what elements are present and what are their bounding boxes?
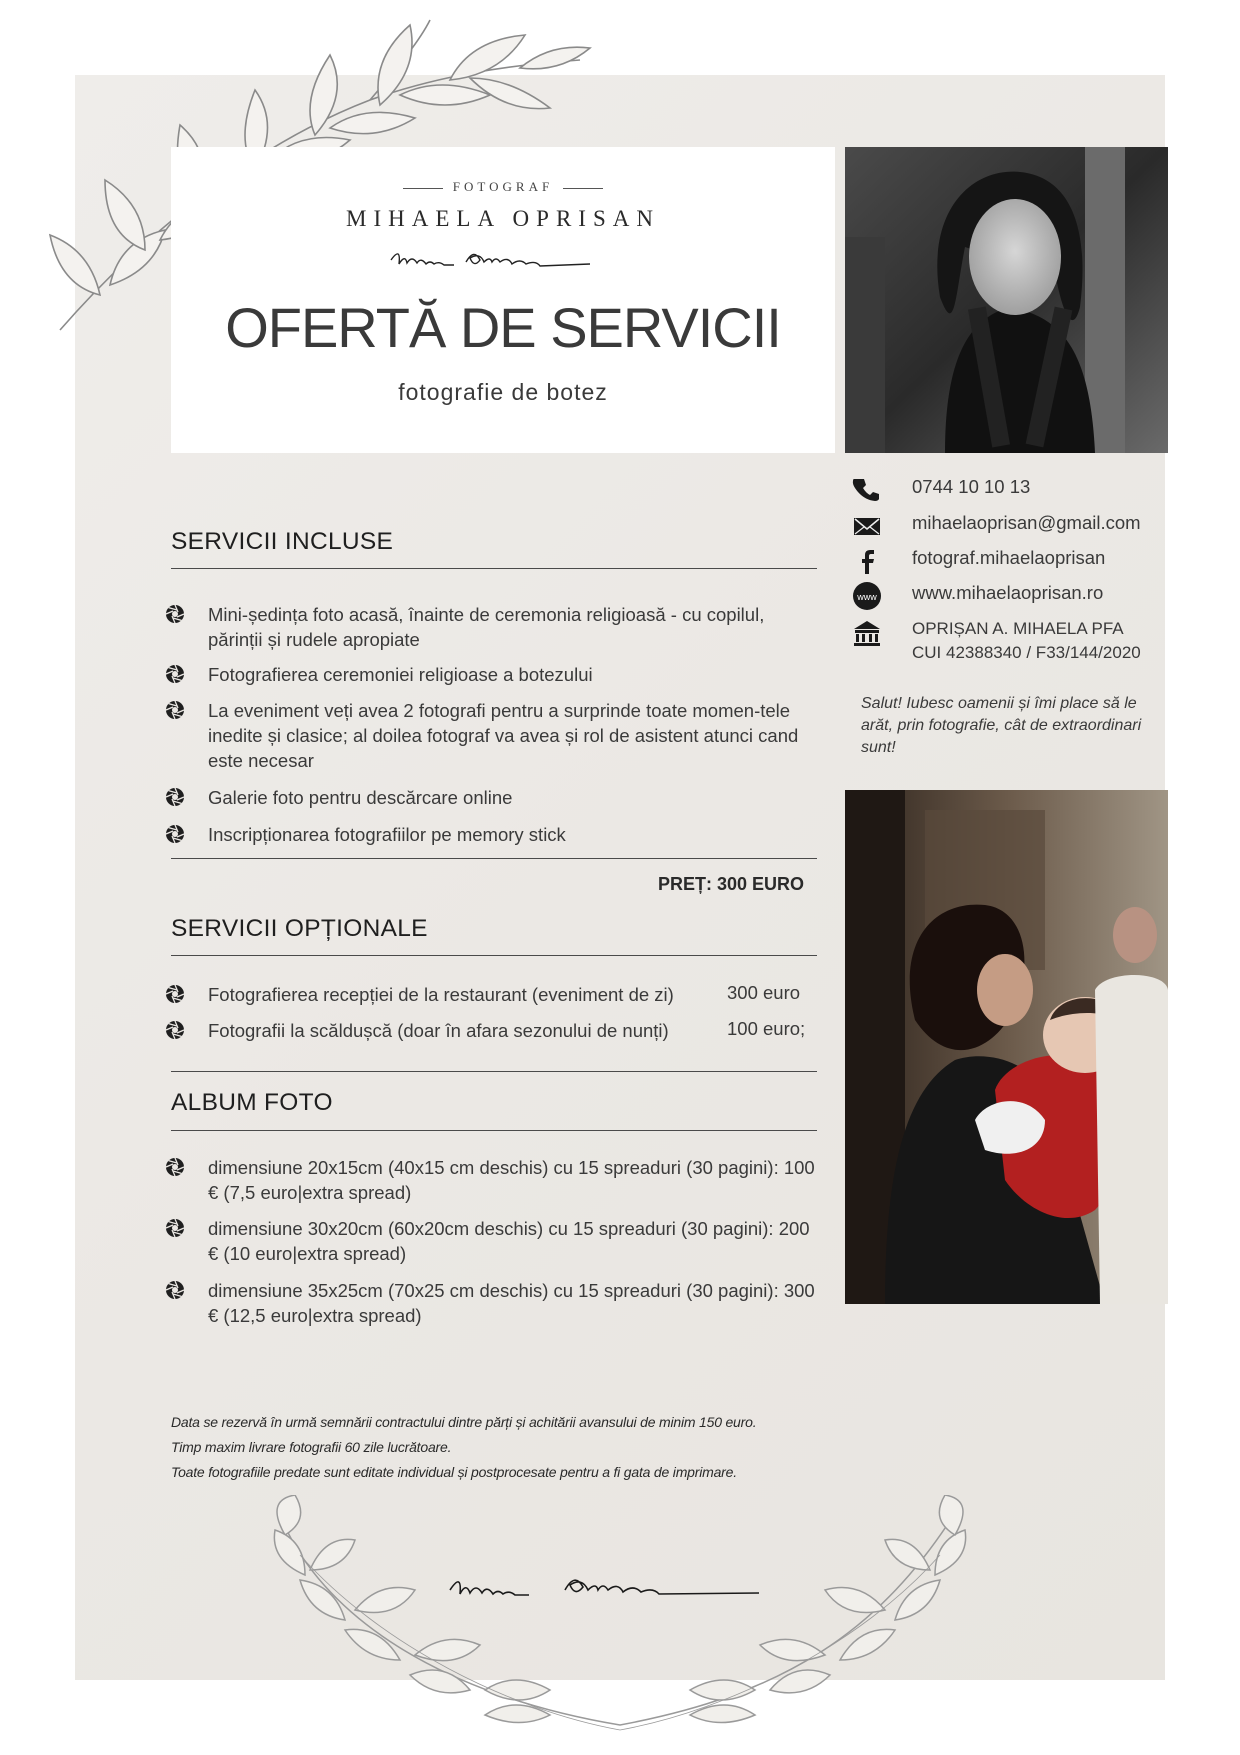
- optional-item: [165, 982, 815, 1007]
- note-delivery: Timp maxim livrare fotografii 60 zile lucrătoare.: [171, 1439, 452, 1455]
- album-item: [165, 1216, 815, 1266]
- aperture-icon: [165, 1157, 185, 1177]
- contact-facebook[interactable]: [852, 546, 1105, 576]
- included-item: [165, 822, 815, 847]
- page-subtitle: fotografie de botez: [398, 379, 608, 405]
- album-item: [165, 1278, 815, 1328]
- company-registration: CUI 42388340 / F33/144/2020: [912, 643, 1141, 662]
- included-section-title: SERVICII INCLUSE: [171, 528, 394, 555]
- included-item: [165, 662, 815, 687]
- album-item-text: dimensiune 35x25cm (70x25 cm deschis) cu 15 spreaduri (30 pagini): 300 € (12,5 euro|extra spread): [208, 1280, 815, 1326]
- included-item-text: Fotografierea ceremoniei religioase a botezului: [208, 664, 593, 685]
- optional-item-label: Fotografii la scăldușcă (doar în afara sezonului de nunți): [208, 1020, 669, 1041]
- optional-bottom-rule: [171, 1071, 817, 1072]
- included-item-text: La eveniment veți avea 2 fotografi pentru a surprinde toate momen-tele inedite și clasice; al doilea fotograf va avea și rol de asistent atunci cand este necesar: [208, 700, 799, 771]
- included-title-rule: [171, 568, 817, 569]
- company-name: OPRIȘAN A. MIHAELA PFA: [912, 619, 1124, 638]
- included-bottom-rule: [171, 858, 817, 859]
- tagline: Salut! Iubesc oamenii și îmi place să le arăt, prin fotografie, cât de extraordinari sunt!: [861, 695, 1142, 756]
- album-item-text: dimensiune 30x20cm (60x20cm deschis) cu 15 spreaduri (30 pagini): 200 € (10 euro|extra spread): [208, 1218, 810, 1264]
- aperture-icon: [165, 787, 185, 807]
- kicker-line: [171, 179, 835, 195]
- included-item: [165, 602, 815, 652]
- included-item: [165, 698, 815, 773]
- brand-name: MIHAELA OPRISAN: [346, 206, 660, 231]
- footer-signature: [445, 1564, 785, 1604]
- album-title-rule: [171, 1130, 817, 1131]
- aperture-icon: [165, 1218, 185, 1238]
- kicker-dash-left: [403, 188, 443, 189]
- note-editing: Toate fotografiile predate sunt editate individual și postprocesate pentru a fi gata de imprimare.: [171, 1464, 737, 1480]
- aperture-icon: [165, 1020, 185, 1040]
- phone-number: 0744 10 10 13: [912, 476, 1031, 497]
- phone-icon: [852, 475, 882, 505]
- contact-company: [852, 617, 1141, 662]
- aperture-icon: [165, 664, 185, 684]
- email-address: mihaelaoprisan@gmail.com: [912, 512, 1141, 533]
- optional-item-price: 300 euro: [727, 982, 801, 1003]
- baptism-photo: [845, 790, 1168, 1304]
- header-signature: [386, 242, 636, 272]
- included-item: [165, 785, 815, 810]
- aperture-icon: [165, 1280, 185, 1300]
- header-card: [171, 147, 835, 453]
- album-item: [165, 1155, 815, 1205]
- building-icon: [852, 617, 882, 647]
- www-icon: [852, 581, 882, 611]
- company-details: [912, 617, 1141, 665]
- included-item-text: Mini-ședința foto acasă, înainte de ceremonia religioasă - cu copilul, părinții și rudele apropiate: [208, 604, 765, 650]
- aperture-icon: [165, 700, 185, 720]
- envelope-icon: [852, 511, 882, 541]
- optional-title-rule: [171, 955, 817, 956]
- facebook-icon: [852, 546, 882, 576]
- optional-item: [165, 1018, 815, 1043]
- optional-item-price: 100 euro;: [727, 1018, 806, 1039]
- optional-item-label: Fotografierea recepției de la restaurant (eveniment de zi): [208, 984, 674, 1005]
- note-reservation: Data se rezervă în urmă semnării contractului dintre părți și achitării avansului de minim 150 euro.: [171, 1414, 757, 1430]
- included-item-text: Galerie foto pentru descărcare online: [208, 787, 513, 808]
- page-title: OFERTĂ DE SERVICII: [225, 296, 781, 359]
- leaf-branch-bottom: [260, 1495, 980, 1755]
- optional-section-title: SERVICII OPȚIONALE: [171, 915, 428, 942]
- website-url: www.mihaelaoprisan.ro: [912, 582, 1104, 603]
- contact-website[interactable]: [852, 581, 1103, 611]
- aperture-icon: [165, 604, 185, 624]
- kicker-dash-right: [563, 188, 603, 189]
- facebook-handle: fotograf.mihaelaoprisan: [912, 547, 1106, 568]
- contact-phone[interactable]: [852, 475, 1030, 505]
- portrait-photo: [845, 147, 1168, 453]
- contact-email[interactable]: [852, 511, 1141, 541]
- kicker-label: FOTOGRAF: [452, 179, 554, 194]
- included-price: PREȚ: 300 EURO: [657, 874, 804, 894]
- aperture-icon: [165, 824, 185, 844]
- included-item-text: Inscripționarea fotografiilor pe memory stick: [208, 824, 566, 845]
- album-item-text: dimensiune 20x15cm (40x15 cm deschis) cu 15 spreaduri (30 pagini): 100 € (7,5 euro|extra spread): [208, 1157, 815, 1203]
- aperture-icon: [165, 984, 185, 1004]
- album-section-title: ALBUM FOTO: [171, 1089, 333, 1116]
- svg-text:www: www: [857, 592, 877, 602]
